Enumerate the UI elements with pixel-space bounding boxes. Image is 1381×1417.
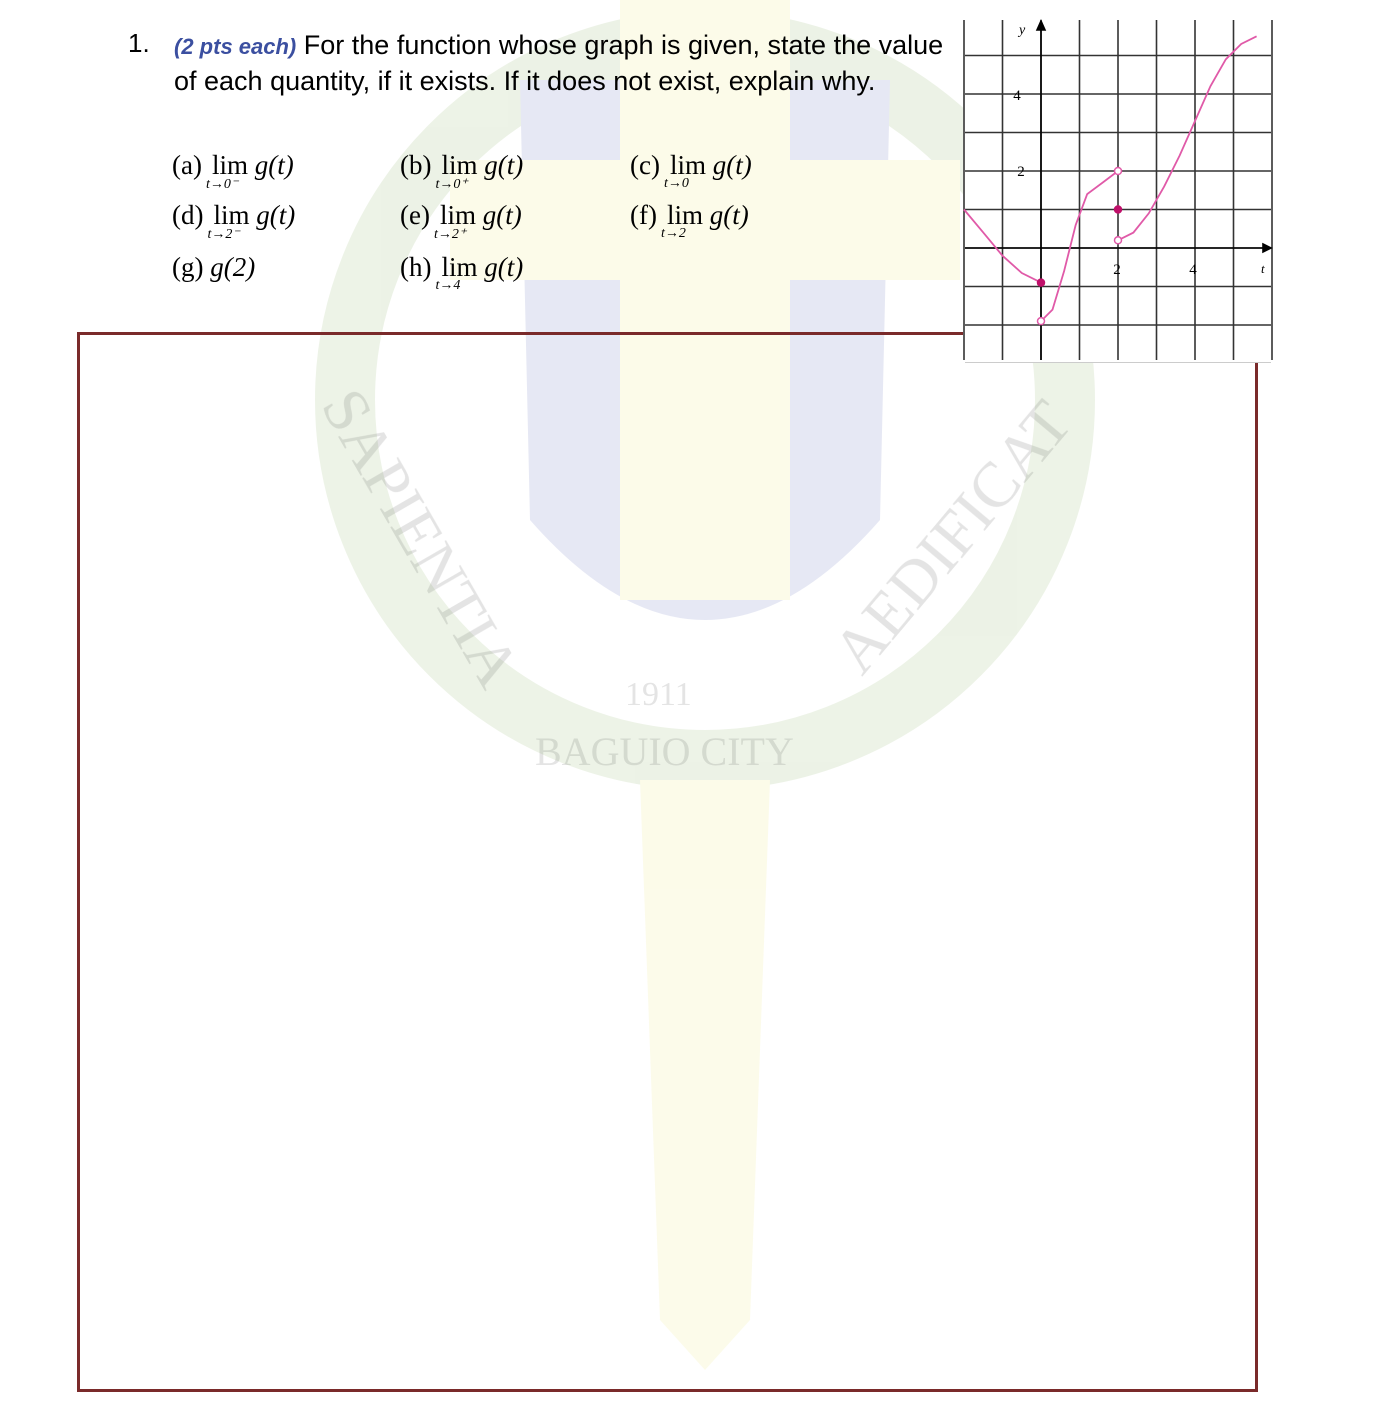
part-g — [172, 252, 255, 283]
watermark-motto-left: SAPIENTIA — [307, 376, 535, 699]
function-expression: g(t) — [482, 200, 522, 230]
points-label: (2 pts each) — [174, 34, 297, 59]
part-label: (d) — [172, 200, 204, 230]
part-label: (e) — [400, 200, 430, 230]
part-e — [400, 200, 522, 242]
lim-operator: lim — [441, 252, 478, 282]
part-label: (a) — [172, 150, 202, 180]
function-expression: g(2) — [210, 252, 256, 282]
part-label: (c) — [630, 150, 660, 180]
watermark-city: BAGUIO CITY — [535, 729, 794, 774]
function-expression: g(t) — [484, 252, 524, 282]
part-a — [172, 150, 294, 192]
lim-operator: lim — [669, 150, 706, 180]
answer-box[interactable] — [77, 332, 1258, 1392]
part-b — [400, 150, 524, 192]
question-prompt: For the function whose graph is given, state the value of each quantity, if it exists. If it does not exist, explain why. — [174, 30, 944, 96]
part-h — [400, 252, 524, 293]
y-tick-2: 2 — [1017, 164, 1025, 180]
filled-point-t0 — [1038, 279, 1045, 286]
part-label: (g) — [172, 252, 204, 282]
watermark-motto-right: AEDIFICAT — [818, 387, 1086, 687]
lim-operator: lim — [213, 200, 250, 230]
lim-operator: lim — [211, 150, 248, 180]
lim-subscript: t→0 — [663, 176, 689, 191]
lim-subscript: t→0⁻ — [205, 177, 239, 192]
y-axis-label: y — [1019, 23, 1026, 38]
open-point-t2-lower — [1115, 237, 1122, 244]
y-tick-4: 4 — [1013, 88, 1021, 104]
open-point-t2-upper — [1115, 168, 1122, 175]
x-tick-2: 2 — [1113, 262, 1121, 278]
question-text — [174, 28, 944, 99]
function-expression: g(t) — [256, 200, 296, 230]
x-axis-label: t — [1261, 261, 1265, 276]
part-label: (f) — [630, 200, 657, 230]
open-point-t0 — [1038, 318, 1045, 325]
lim-operator: lim — [439, 200, 476, 230]
part-c — [630, 150, 752, 191]
lim-subscript: t→2⁻ — [207, 227, 240, 242]
function-expression: g(t) — [709, 200, 749, 230]
part-f — [630, 200, 749, 241]
part-label: (h) — [400, 252, 432, 282]
lim-subscript: t→4 — [435, 278, 461, 293]
function-expression: g(t) — [254, 150, 294, 180]
function-graph — [963, 18, 1273, 363]
lim-operator: lim — [666, 200, 703, 230]
x-tick-4: 4 — [1189, 262, 1197, 278]
function-expression: g(t) — [484, 150, 524, 180]
question-number: 1. — [128, 28, 150, 58]
lim-subscript: t→2 — [660, 226, 686, 241]
watermark-year: 1911 — [625, 676, 692, 713]
lim-subscript: t→2⁺ — [433, 227, 467, 242]
lim-operator: lim — [441, 150, 478, 180]
part-label: (b) — [400, 150, 432, 180]
part-d — [172, 200, 296, 242]
lim-subscript: t→0⁺ — [435, 177, 468, 192]
function-expression: g(t) — [712, 150, 752, 180]
filled-point-t2 — [1115, 206, 1122, 213]
